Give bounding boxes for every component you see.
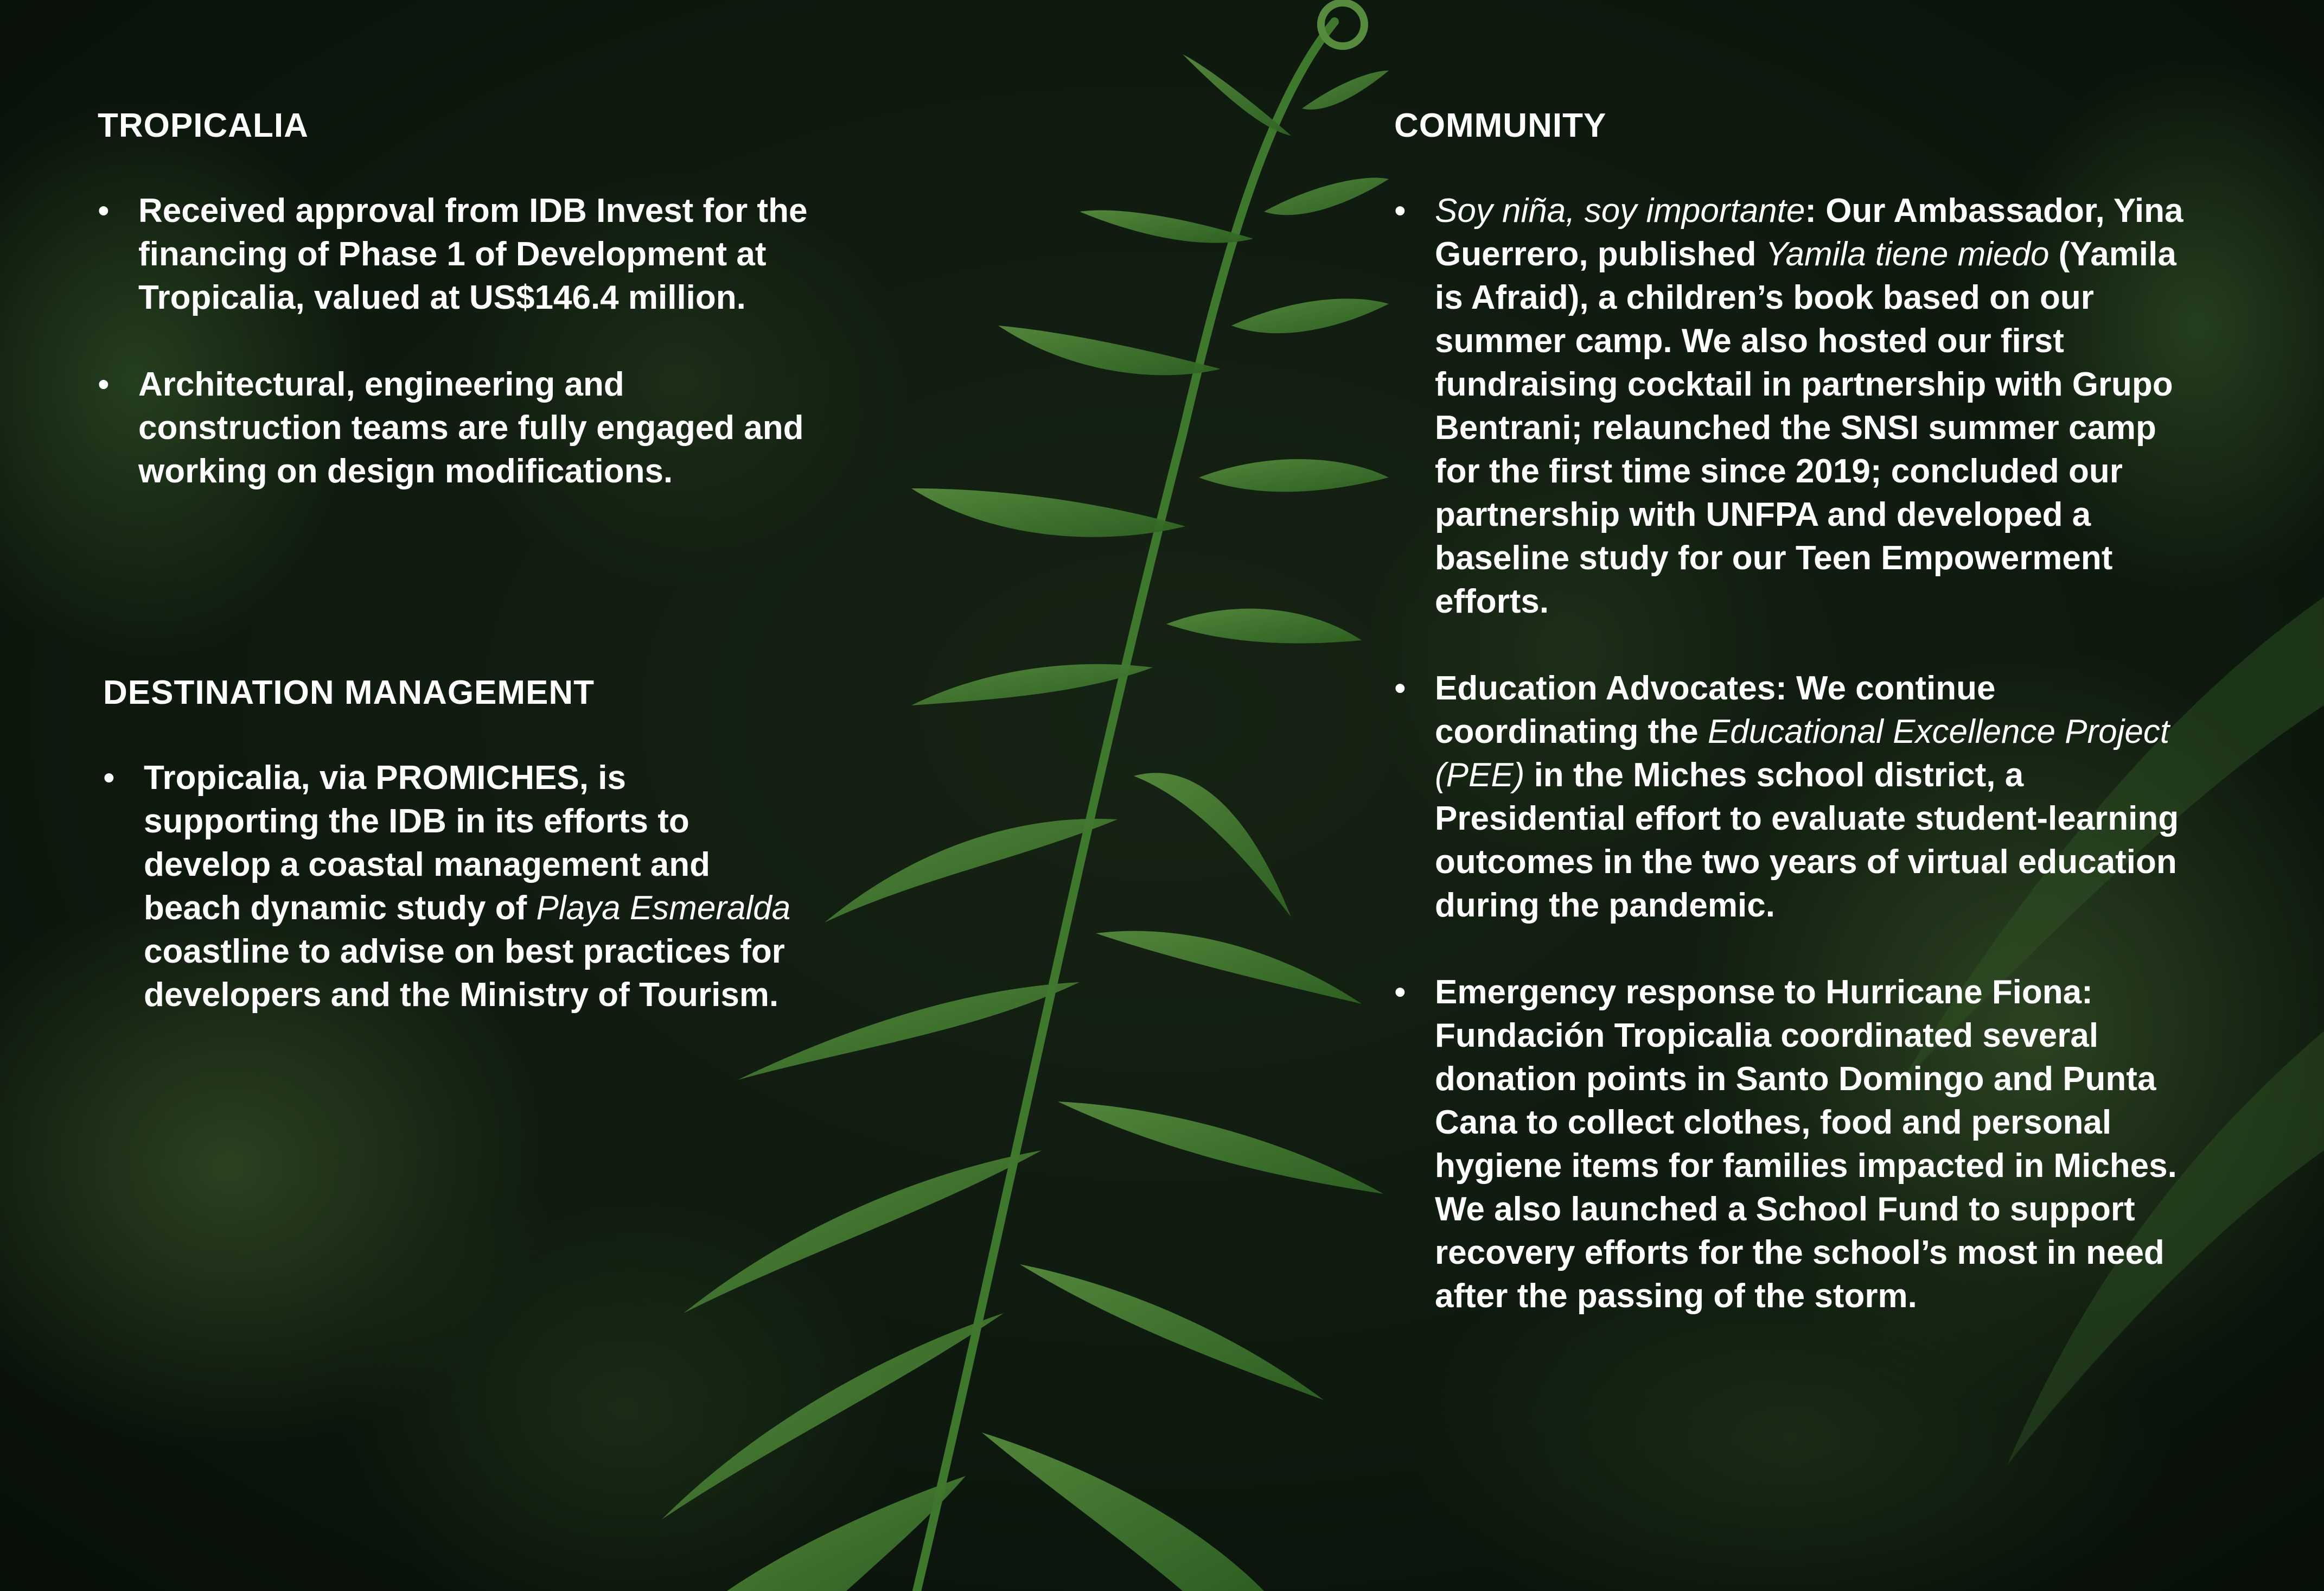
destination-section [103, 673, 808, 1017]
tropicalia-item-ifc-approval: • Received approval from IDB Invest for the financing of Phase 1 of Development at Tropicalia, valued at US$146.4 million. [98, 189, 814, 320]
destination-item-italic: Playa Esmeralda [536, 889, 791, 927]
destination-item-text-2: coastline to advise on best practices for developers and the Ministry of Tourism. [144, 933, 785, 1014]
community-list [1394, 189, 2202, 1318]
community-item2-italic: Educational Excellence Project (PEE) [1435, 713, 2170, 794]
destination-list [103, 756, 808, 1017]
tropicalia-list [98, 189, 814, 493]
community-heading: COMMUNITY [1394, 107, 1607, 144]
community-section [1394, 106, 2202, 1318]
destination-item-text-1: Tropicalia, via PROMICHES, is supporting the IDB in its efforts to develop a coastal management and beach dynamic study of [144, 759, 711, 927]
community-item2-text-2: in the Miches school district, a Presidential effort to evaluate student-learning outcomes in the two years of virtual education during the pandemic. [1435, 756, 2179, 925]
tropicalia-heading: TROPICALIA [98, 107, 309, 144]
community-item1-italic-1: Soy niña, soy importante [1435, 192, 1805, 230]
community-item1-italic-2: Yamila tiene miedo [1765, 236, 2050, 273]
community-item-ambassador [1394, 189, 2202, 623]
tropicalia-item-design-teams: • Architectural, engineering and construction teams are fully engaged and working on design modifications. [98, 363, 814, 493]
destination-heading: DESTINATION MANAGEMENT [103, 674, 595, 711]
community-item1-text-1: : Our Ambassador, Yina Guerrero, published [1435, 192, 2183, 273]
community-item-education [1394, 667, 2202, 927]
destination-item-coastal-study [103, 756, 808, 1017]
tropicalia-section [98, 106, 814, 493]
community-item-hurricane: • Emergency response to Hurricane Fiona: Fundación Tropicalia coordinated several donation points in Santo Domingo and Punta Cana to collect clothes, food and personal hygiene items for families impacted in Miches. We also launched a School Fund to support recovery efforts for the school’s most in need after the passing of the storm. [1394, 971, 2202, 1318]
community-item2-text-1: Education Advocates: We continue coordinating the [1435, 670, 1996, 751]
community-item1-text-2: (Yamila is Afraid), a children’s book based on our summer camp. We also hosted our first fundraising cocktail in partnership with Grupo Bentrani; relaunched the SNSI summer camp for the first time since 2019; concluded our partnership with UNFPA and developed a baseline study for our Teen Empowerment efforts. [1435, 236, 2176, 621]
